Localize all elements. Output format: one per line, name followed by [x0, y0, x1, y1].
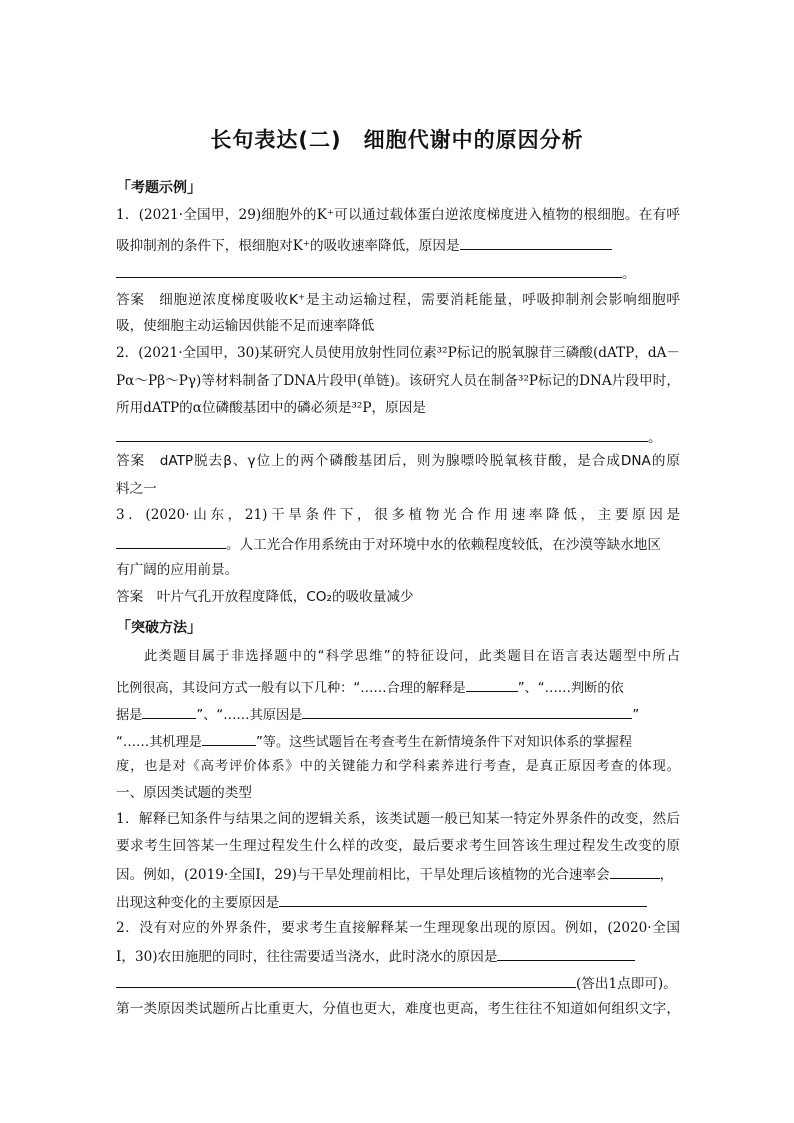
q3-line-1: 3．(2020·山东，21)干旱条件下，很多植物光合作用速率降低，主要原因是: [116, 507, 680, 523]
answer-blank: [142, 704, 196, 719]
answer-label: 答案: [116, 589, 144, 605]
section-header-methods: 「突破方法」: [116, 618, 203, 636]
section-label: 考题示例: [131, 180, 188, 196]
q1-line-2: [116, 235, 680, 255]
q3-line-3: 有广阔的应用前景。: [116, 562, 239, 578]
method-line-4: [116, 731, 680, 752]
answer-blank: [116, 973, 576, 988]
period: 。: [622, 266, 636, 282]
answer-blank: [202, 731, 256, 746]
method-text: 据是: [116, 708, 143, 723]
method-text: 比例很高，其设问方式一般有以下几种：“……合理的解释是: [116, 681, 466, 696]
q3-answer-line-1: [116, 588, 680, 606]
q1-line-3: [116, 263, 680, 283]
q2-answer-line-2: 料之一: [116, 481, 157, 497]
q2-answer-line-1: [116, 452, 680, 470]
answer-blank: [116, 534, 226, 549]
type1-text: 出现这种变化的主要原因是: [116, 895, 280, 911]
page-title: 长句表达(二) 细胞代谢中的原因分析: [210, 128, 584, 152]
q2-line-2: Pα～Pβ～Pγ)等材料制备了DNA片段甲(单链)。该研究人员在制备³²P标记的DNA片段甲时，: [116, 373, 680, 389]
section-header-examples: 「考题示例」: [116, 178, 203, 196]
type2-line-1: 2．没有对应的外界条件，要求考生直接解释某一生理现象出现的原因。例如，(2020·全国: [116, 920, 680, 936]
last-line: 第一类原因类试题所占比重更大，分值也更大，难度也更高，考生往往不知道如何组织文字，: [116, 1001, 680, 1017]
method-line-5: 度，也是对《高考评价体系》中的关键能力和学科素养进行考查，是真正原因考查的体现。: [116, 759, 680, 774]
method-line-1: 此类题目属于非选择题中的“科学思维”的特征设问，此类题目在语言表达题型中所占: [144, 649, 680, 664]
answer-label: 答案: [116, 292, 145, 308]
method-text: “……其机理是: [116, 735, 202, 750]
q3-line-2: [116, 534, 680, 554]
answer-blank: [116, 427, 648, 442]
q1-line-1: 1．(2021·全国甲，29)细胞外的K⁺可以通过载体蛋白逆浓度梯度进入植物的根细胞。在有呼: [116, 207, 680, 223]
type2-note: (答出1点即可)。: [576, 976, 677, 992]
method-line-2: [116, 677, 680, 698]
type1-line-1: 1．解释已知条件与结果之间的逻辑关系，该类试题一般已知某一特定外界条件的改变，然后: [116, 811, 680, 827]
answer-blank: [279, 892, 647, 907]
q1-answer-line-1: [116, 291, 680, 309]
period: 。: [648, 430, 662, 446]
q1-answer-line-2: 吸，使细胞主动运输因供能不足而速率降低: [116, 318, 375, 334]
q2-line-4: [116, 427, 680, 447]
answer-blank: [460, 235, 612, 250]
method-text: ”: [632, 708, 640, 723]
type2-line-2: [116, 946, 680, 966]
section-label: 突破方法: [131, 620, 188, 636]
answer-text: dATP脱去β、γ位上的两个磷酸基团后，则为腺嘌呤脱氧核苷酸，是合成DNA的原: [159, 453, 681, 469]
type2-text: Ⅰ，30)农田施肥的同时，往往需要适当浇水，此时浇水的原因是: [116, 949, 498, 965]
answer-text: 叶片气孔开放程度降低，CO₂的吸收量减少: [156, 589, 414, 605]
answer-blank: [116, 263, 622, 278]
method-line-3: [116, 704, 680, 725]
method-text: ”、“……判断的依: [517, 681, 624, 696]
answer-blank: [302, 704, 632, 719]
method-text: ”等。这些试题旨在考查考生在新情境条件下对知识体系的掌握程: [255, 735, 633, 750]
type1-text: 因。例如，(2019·全国Ⅰ，29)与干旱处理前相比，干旱处理后该植物的光合速率会: [116, 867, 610, 883]
q2-line-3: 所用dATP的α位磷酸基团中的磷必须是³²P，原因是: [116, 400, 426, 416]
heading-types: 一、原因类试题的类型: [116, 785, 252, 801]
answer-blank: [497, 946, 635, 961]
answer-label: 答案: [116, 453, 146, 469]
type1-line-4: [116, 892, 680, 912]
type1-line-3: [116, 864, 680, 884]
answer-blank: [466, 677, 518, 692]
comma: ，: [659, 867, 674, 883]
type1-line-2: 要求考生回答某一生理过程发生什么样的改变，最后要求考生回答该生理过程发生改变的原: [116, 838, 680, 854]
q2-line-1: 2．(2021·全国甲，30)某研究人员使用放射性同位素³²P标记的脱氧腺苷三磷酸(dATP，dA－: [116, 345, 680, 361]
answer-text: 细胞逆浓度梯度吸收K⁺是主动运输过程，需要消耗能量，呼吸抑制剂会影响细胞呼: [159, 292, 681, 308]
answer-blank: [610, 864, 660, 879]
type2-line-3: [116, 973, 680, 993]
method-text: ”、“……其原因是: [196, 708, 303, 723]
q3-text: 。人工光合作用系统由于对环境中水的依赖程度较低，在沙漠等缺水地区: [226, 537, 661, 553]
q1-text: 吸抑制剂的条件下，根细胞对K⁺的吸收速率降低，原因是: [116, 238, 460, 254]
